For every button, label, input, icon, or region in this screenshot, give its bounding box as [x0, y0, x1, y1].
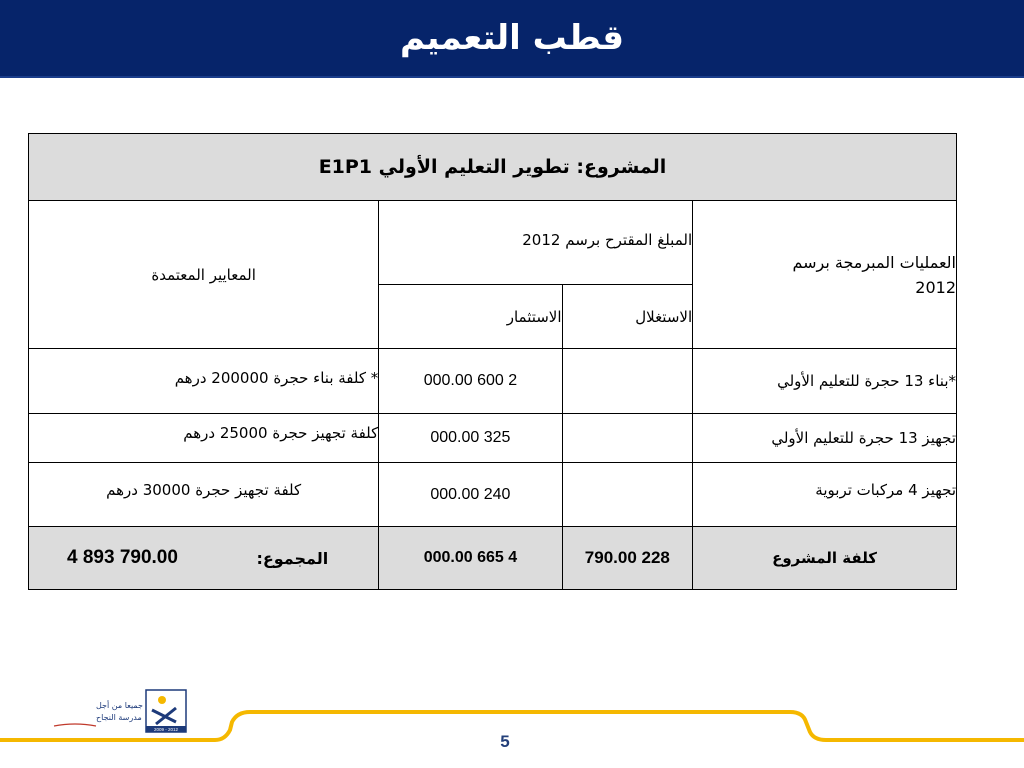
- investment-header: الاستثمار: [379, 285, 562, 349]
- operating-header: الاستغلال: [562, 285, 693, 349]
- table-row: [29, 414, 957, 463]
- investment-cell: 325 000.00: [379, 414, 562, 463]
- investment-cell: 2 600 000.00: [379, 349, 562, 414]
- school-logo: [50, 688, 190, 736]
- total-label: كلفة المشروع: [693, 527, 957, 590]
- grand-total: [29, 547, 378, 569]
- table-row: [29, 349, 957, 414]
- slide-title: قطب التعميم: [399, 18, 625, 58]
- grand-total-label: المجموع:: [256, 548, 329, 568]
- criteria-cell: * كلفة بناء حجرة 200000 درهم: [29, 349, 379, 414]
- logo-text-2: مدرسة النجاح: [96, 713, 142, 722]
- logo-text-1: جميعا من أجل: [96, 701, 143, 710]
- table-row: [29, 463, 957, 527]
- operations-header-line1: العمليات المبرمجة برسم: [792, 252, 956, 272]
- total-investment: 4 665 000.00: [379, 527, 562, 590]
- criteria-cell: كلفة تجهيز حجرة 25000 درهم: [29, 414, 379, 463]
- title-bar: [0, 0, 1024, 78]
- criteria-cell: كلفة تجهيز حجرة 30000 درهم: [29, 463, 379, 527]
- operating-cell: [562, 349, 693, 414]
- operation-cell: تجهيز 13 حجرة للتعليم الأولي: [693, 414, 957, 463]
- project-title: المشروع: تطوير التعليم الأولي E1P1: [29, 134, 957, 201]
- operation-cell: *بناء 13 حجرة للتعليم الأولي: [693, 349, 957, 414]
- amount-header: المبلغ المقترح برسم 2012: [379, 201, 693, 285]
- project-table: [28, 133, 957, 590]
- operation-cell: تجهيز 4 مركبات تربوية: [693, 463, 957, 527]
- page-number: 5: [500, 732, 510, 751]
- logo-years: 2009 - 2012: [153, 727, 179, 732]
- logo-mark: [50, 688, 190, 736]
- operations-header-line2: 2012: [915, 277, 956, 297]
- grand-total-cell: [29, 527, 379, 590]
- criteria-header: المعايير المعتمدة: [29, 201, 379, 349]
- operating-cell: [562, 414, 693, 463]
- total-row: [29, 527, 957, 590]
- operating-cell: [562, 463, 693, 527]
- investment-cell: 240 000.00: [379, 463, 562, 527]
- total-operating: 228 790.00: [562, 527, 693, 590]
- grand-total-value: 4 893 790.00: [67, 547, 178, 568]
- operations-header: [693, 201, 957, 349]
